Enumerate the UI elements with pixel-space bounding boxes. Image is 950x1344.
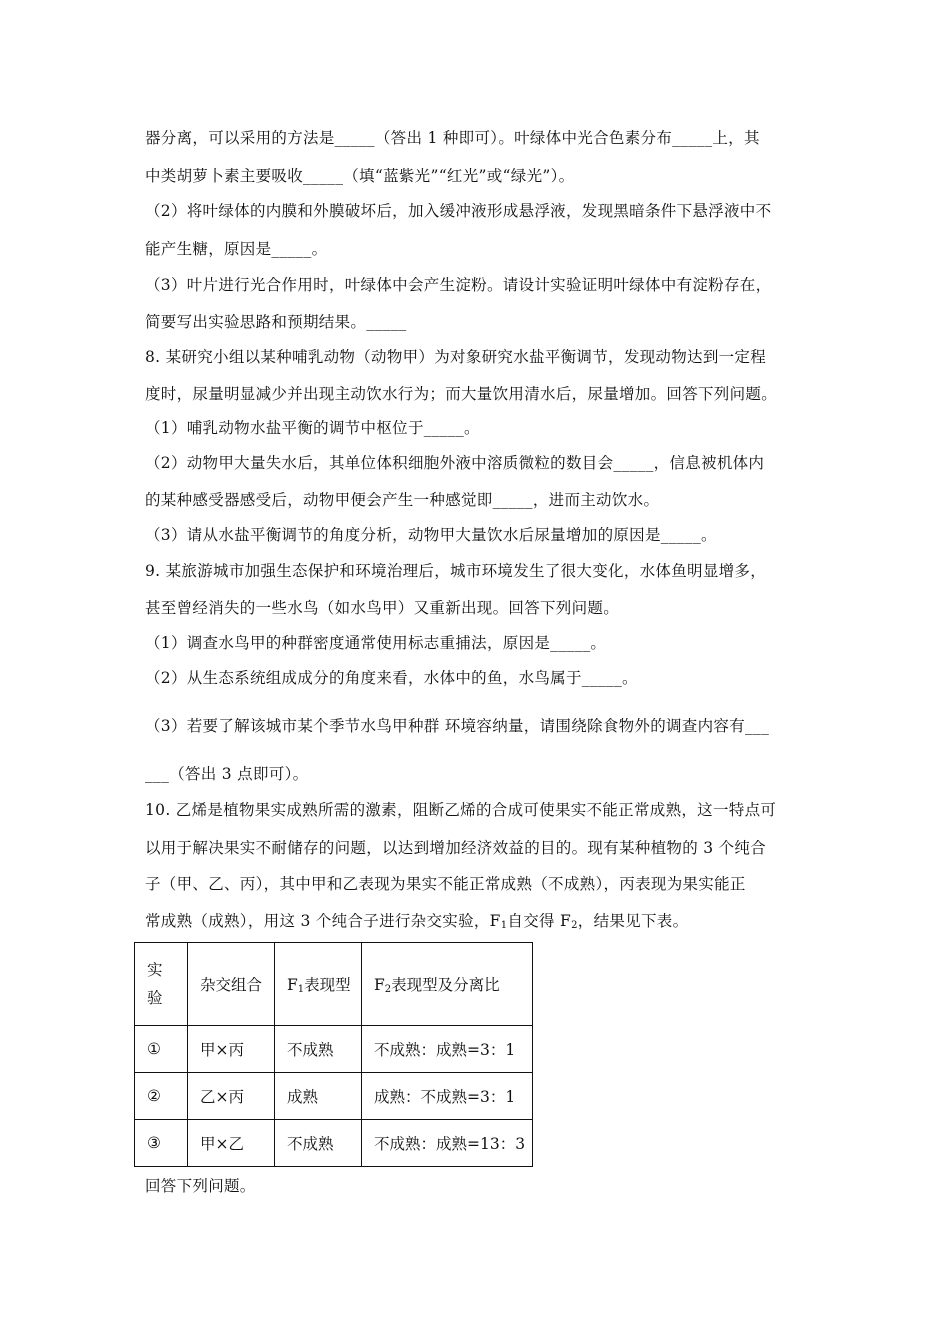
text-line: （1）调查水鸟甲的种群密度通常使用标志重捕法，原因是_____。 (145, 634, 607, 652)
cell-f1: 成熟 (275, 1073, 362, 1120)
cell-f2: 不成熟：成熟=13：3 (362, 1120, 533, 1167)
cell-id: ① (135, 1026, 188, 1073)
table-row (135, 1120, 533, 1167)
text-line: （1）哺乳动物水盐平衡的调节中枢位于_____。 (145, 419, 480, 437)
header-text: 表现型 (304, 976, 351, 994)
text-line: （3）请从水盐平衡调节的角度分析，动物甲大量饮水后尿量增加的原因是_____。 (145, 526, 717, 544)
text-line: （2）从生态系统组成成分的角度来看，水体中的鱼，水鸟属于_____。 (145, 669, 638, 687)
text-line: ___（答出 3 点即可）。 (145, 765, 309, 783)
text-line: （2）动物甲大量失水后，其单位体积细胞外液中溶质微粒的数目会_____，信息被机体内 (145, 454, 765, 472)
text-line: （3）叶片进行光合作用时，叶绿体中会产生淀粉。请设计实验证明叶绿体中有淀粉存在， (145, 276, 772, 294)
cell-f2: 不成熟：成熟=3：1 (362, 1026, 533, 1073)
text-line: 能产生糖，原因是_____。 (145, 240, 328, 258)
header-text: F (287, 976, 298, 994)
subscript: 1 (500, 920, 508, 931)
header-experiment (135, 943, 188, 1026)
cell-cross: 甲×丙 (188, 1026, 275, 1073)
experiment-table (134, 942, 533, 1167)
subscript: 2 (384, 984, 392, 995)
table-row (135, 1073, 533, 1120)
table-header-row (135, 943, 533, 1026)
cell-f1: 不成熟 (275, 1026, 362, 1073)
cell-id: ② (135, 1073, 188, 1120)
header-text: 表现型及分离比 (391, 976, 500, 994)
text-line: 度时，尿量明显减少并出现主动饮水行为；而大量饮用清水后，尿量增加。回答下列问题。 (145, 385, 778, 403)
text-segment: 常成熟（成熟），用这 3 个纯合子进行杂交实验， (145, 912, 490, 930)
text-line: 器分离，可以采用的方法是_____（答出 1 种即可）。叶绿体中光合色素分布_____上，其 (145, 129, 760, 147)
text-line: 甚至曾经消失的一些水鸟（如水鸟甲）又重新出现。回答下列问题。 (145, 599, 620, 617)
table-row (135, 1026, 533, 1073)
header-cross: 杂交组合 (188, 943, 275, 1026)
f1-label: F (489, 912, 501, 930)
text-line: （3）若要了解该城市某个季节水鸟甲种群 环境容纳量，请围绕除食物外的调查内容有___ (145, 717, 770, 735)
cell-f2: 成熟：不成熟=3：1 (362, 1073, 533, 1120)
text-line (145, 911, 688, 931)
header-text: 实 (147, 961, 163, 979)
header-f1 (275, 943, 362, 1026)
header-f2 (362, 943, 533, 1026)
cell-cross: 乙×丙 (188, 1073, 275, 1120)
subscript: 1 (297, 984, 305, 995)
text-line: （2）将叶绿体的内膜和外膜破坏后，加入缓冲液形成悬浮液，发现黑暗条件下悬浮液中不 (145, 202, 772, 220)
subscript: 2 (571, 920, 578, 931)
question-9: 9. 某旅游城市加强生态保护和环境治理后，城市环境发生了很大变化，水体鱼明显增多， (145, 562, 767, 580)
question-8: 8. 某研究小组以某种哺乳动物（动物甲）为对象研究水盐平衡调节，发现动物达到一定程 (145, 348, 767, 366)
cell-id: ③ (135, 1120, 188, 1167)
header-text: 验 (147, 989, 163, 1007)
text-line: 简要写出实验思路和预期结果。_____ (145, 313, 407, 331)
text-line: 以用于解决果实不耐储存的问题，以达到增加经济效益的目的。现有某种植物的 3 个纯合 (145, 839, 767, 857)
text-line: 子（甲、乙、丙），其中甲和乙表现为果实不能正常成熟（不成熟），丙表现为果实能正 (145, 875, 746, 893)
header-text: F (374, 976, 385, 994)
text-line: 中类胡萝卜素主要吸收_____（填“蓝紫光”“红光”或“绿光”）。 (145, 167, 575, 185)
footer-text: 回答下列问题。 (145, 1177, 256, 1195)
text-line: 的某种感受器感受后，动物甲便会产生一种感觉即_____，进而主动饮水。 (145, 491, 660, 509)
question-10: 10. 乙烯是植物果实成熟所需的激素，阻断乙烯的合成可使果实不能正常成熟，这一特点可 (145, 801, 777, 819)
text-segment: ，结果见下表。 (577, 912, 689, 930)
cell-cross: 甲×乙 (188, 1120, 275, 1167)
text-segment: 自交得 F (507, 912, 572, 930)
cell-f1: 不成熟 (275, 1120, 362, 1167)
